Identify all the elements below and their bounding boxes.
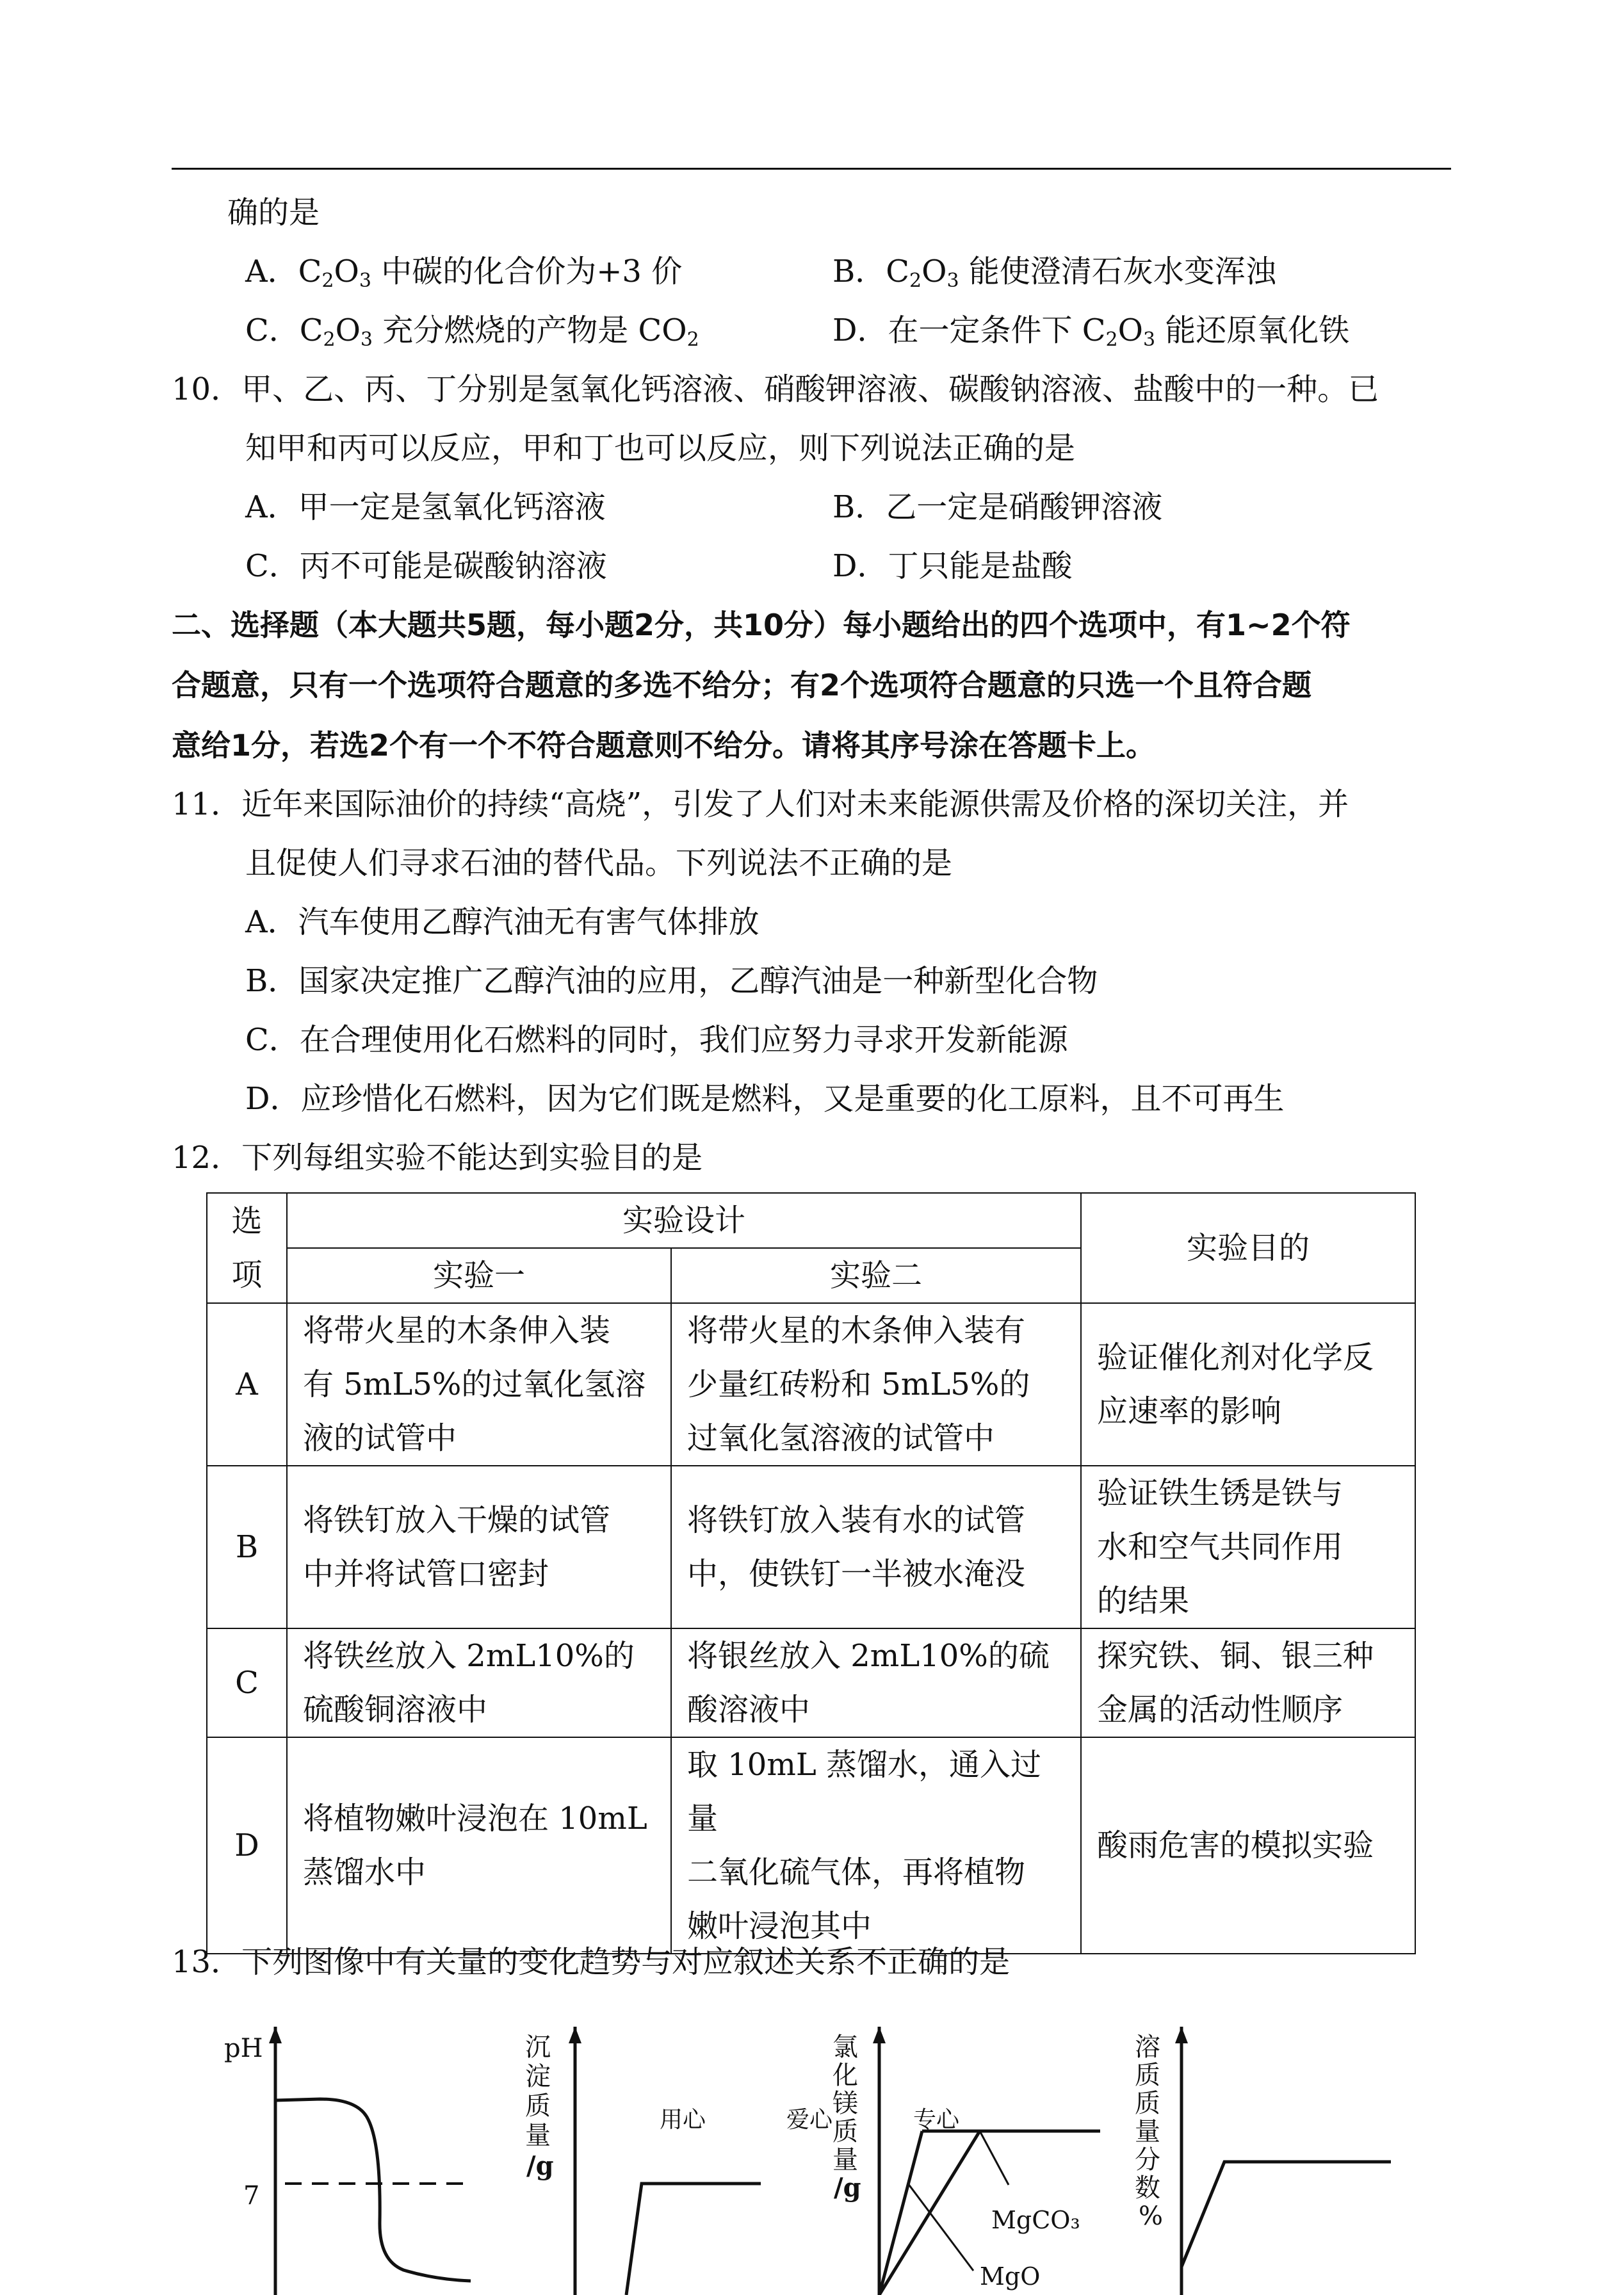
graph3-ylabel-5: 量 <box>832 2145 858 2175</box>
graph1-ylabel: pH <box>224 2034 263 2063</box>
q12-stem: 12．下列每组实验不能达到实验目的是 <box>172 1140 703 1176</box>
q9-option-c[interactable]: C．$C_2O_3$ 充分燃烧的产物是 $CO_2$ <box>245 312 699 351</box>
graph3-ylabel-3: 镁 <box>832 2089 858 2118</box>
header-exp1: 实验一 <box>287 1248 671 1303</box>
q11-option-d[interactable]: D．应珍惜化石燃料，因为它们既是燃料，又是重要的化工原料，且不可再生 <box>245 1081 1285 1117</box>
graph2-ylabel-3: 质 <box>525 2091 551 2121</box>
graph-mgcl2 <box>832 2027 1100 2295</box>
table-row: C 将铁丝放入 2mL10%的 硫酸铜溶液中 将银丝放入 2mL10%的硫 酸溶液中 探究铁、铜、银三种 金属的活动性顺序 <box>207 1628 1415 1737</box>
table-row: A 将带火星的木条伸入装 有 5mL5%的过氧化氢溶 液的试管中 将带火星的木条伸入装有 少量红砖粉和 5mL5%的 过氧化氢溶液的试管中 验证催化剂对化学反 应速率的影响 <box>207 1303 1415 1466</box>
q11-option-b[interactable]: B．国家决定推广乙醇汽油的应用，乙醇汽油是一种新型化合物 <box>245 963 1098 999</box>
graph3-ylabel-4: 质 <box>832 2117 858 2146</box>
graph4-ylabel-5: 分 <box>1135 2145 1160 2175</box>
graph2-ylabel-2: 淀 <box>525 2062 551 2091</box>
header-option: 选 项 <box>207 1193 287 1303</box>
header-exp2: 实验二 <box>671 1248 1081 1303</box>
header-rule <box>172 168 1451 170</box>
graph3-series-mgo: MgO <box>980 2262 1041 2291</box>
graph-solute-fraction <box>1135 2027 1391 2295</box>
graph4-ylabel-7: % <box>1139 2202 1164 2231</box>
q11-stem-line2: 且促使人们寻求石油的替代品。下列说法不正确的是 <box>245 845 953 881</box>
graph-ph <box>224 2027 471 2295</box>
q10-stem-line2: 知甲和丙可以反应，甲和丁也可以反应，则下列说法正确的是 <box>245 430 1076 466</box>
q13-graphs <box>0 2004 1624 2295</box>
graph4-axis-arrow <box>1175 2027 1188 2043</box>
q9-stem-tail: 确的是 <box>227 195 320 231</box>
q11-option-a[interactable]: A．汽车使用乙醇汽油无有害气体排放 <box>245 904 759 940</box>
graph4-curve <box>1181 2162 1391 2267</box>
q9-option-a[interactable]: A．$C_2O_3$ 中碳的化合价为+3 价 <box>245 254 683 292</box>
section2-instructions-line1: 二、选择题（本大题共5题，每小题2分，共10分）每小题给出的四个选项中，有1~2个符 <box>172 608 1351 642</box>
q11-option-c[interactable]: C．在合理使用化石燃料的同时，我们应努力寻求开发新能源 <box>245 1022 1068 1058</box>
q10-option-b[interactable]: B．乙一定是硝酸钾溶液 <box>832 489 1163 525</box>
graph3-axis-arrow <box>873 2027 886 2043</box>
q10-stem-line1: 10．甲、乙、丙、丁分别是氢氧化钙溶液、硝酸钾溶液、碳酸钠溶液、盐酸中的一种。已 <box>172 371 1379 407</box>
section2-instructions-line3: 意给1分，若选2个有一个不符合题意则不给分。请将其序号涂在答题卡上。 <box>172 728 1156 763</box>
q13-stem: 13．下列图像中有关量的变化趋势与对应叙述关系不正确的是 <box>172 1944 1011 1980</box>
watermark-1: 用心 <box>660 2107 706 2133</box>
table-row: B 将铁钉放入干燥的试管 中并将试管口密封 将铁钉放入装有水的试管 中，使铁钉一半被水淹没 验证铁生锈是铁与 水和空气共同作用 的结果 <box>207 1466 1415 1628</box>
experiment-table <box>206 1192 1416 1954</box>
graph1-curve <box>275 2099 471 2281</box>
q11-stem-line1: 11．近年来国际油价的持续“高烧”，引发了人们对未来能源供需及价格的深切关注，并 <box>172 786 1349 822</box>
graph3-ylabel-1: 氯 <box>832 2032 858 2062</box>
graph3-ylabel-2: 化 <box>832 2061 858 2090</box>
graph4-ylabel-4: 量 <box>1135 2117 1160 2146</box>
q10-option-d[interactable]: D．丁只能是盐酸 <box>832 548 1073 584</box>
graph2-axis-arrow <box>569 2027 581 2043</box>
q9-option-b[interactable]: B．$C_2O_3$ 能使澄清石灰水变浑浊 <box>832 254 1276 292</box>
graph1-tick-7: 7 <box>243 2181 260 2210</box>
graph4-ylabel-1: 溶 <box>1135 2032 1160 2062</box>
table-row: D 将植物嫩叶浸泡在 10mL 蒸馏水中 取 10mL 蒸馏水，通入过量 二氧化硫气体，再将植物 嫩叶浸泡其中 酸雨危害的模拟实验 <box>207 1737 1415 1954</box>
q9-option-d[interactable]: D．在一定条件下 $C_2O_3$ 能还原氧化铁 <box>832 312 1350 351</box>
q10-option-a[interactable]: A．甲一定是氢氧化钙溶液 <box>245 489 606 525</box>
graph-precipitate <box>525 2027 761 2295</box>
graph2-ylabel-4: 量 <box>525 2121 551 2150</box>
graph4-ylabel-6: 数 <box>1135 2173 1160 2203</box>
header-purpose: 实验目的 <box>1081 1193 1415 1303</box>
graph2-ylabel-5: /g <box>526 2151 554 2181</box>
graph1-axis-arrow <box>269 2027 282 2043</box>
header-design: 实验设计 <box>287 1193 1081 1248</box>
watermark-3: 专心 <box>913 2107 960 2133</box>
graph4-ylabel-3: 质 <box>1135 2089 1160 2118</box>
q10-option-c[interactable]: C．丙不可能是碳酸钠溶液 <box>245 548 607 584</box>
graph3-series-mgco3: MgCO₃ <box>991 2206 1080 2234</box>
graph2-ylabel-1: 沉 <box>525 2032 551 2062</box>
section2-instructions-line2: 合题意，只有一个选项符合题意的多选不给分；有2个选项符合题意的只选一个且符合题 <box>172 668 1312 702</box>
graph3-ylabel-6: /g <box>834 2173 861 2203</box>
graph3-pointer-mgco3 <box>980 2131 1009 2185</box>
watermark-2: 爱心 <box>786 2107 833 2133</box>
graph3-line-steep <box>879 2131 922 2295</box>
graph2-curve <box>626 2184 761 2295</box>
graph4-ylabel-2: 质 <box>1135 2061 1160 2090</box>
